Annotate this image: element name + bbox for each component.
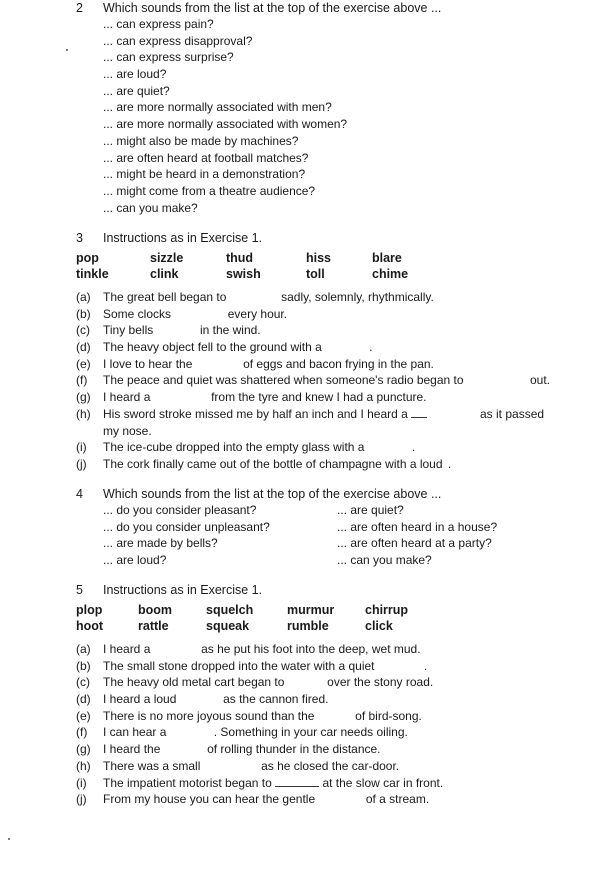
word-option: chirrup [365, 603, 409, 617]
list-item: ... do you consider unpleasant? [103, 519, 270, 534]
list-item: ... are often heard in a house? [337, 519, 498, 534]
word-option: tinkle [76, 267, 109, 281]
exercise-number: 2 [76, 1, 83, 15]
sentence-b: (b) Some clocks every hour. [76, 306, 288, 321]
sentence-c: (c) Tiny bells in the wind. [76, 323, 261, 338]
word-option: hoot [76, 619, 104, 633]
exercise-instruction: Which sounds from the list at the top of the exercise above ... [103, 1, 442, 15]
exercise-instruction: Which sounds from the list at the top of the exercise above ... [103, 487, 442, 501]
list-item: ... are quiet? [337, 503, 404, 517]
sentence-h-continuation: my nose. [103, 423, 152, 438]
word-option: plop [76, 603, 103, 617]
exercise-instruction: Instructions as in Exercise 1. [103, 583, 263, 597]
sentence-c: (c) The heavy old metal cart began to over the stony road. [76, 675, 434, 690]
blank-field[interactable] [411, 407, 427, 418]
sentence-i: (i) The impatient motorist began to at the slow car in front. [76, 775, 444, 790]
sentence-j: (j) The cork finally came out of the bottle of champagne with a loud . [76, 456, 452, 471]
list-item: ... can you make? [337, 553, 432, 568]
word-option: hiss [306, 251, 332, 265]
exercise-3-sentences [76, 289, 576, 473]
word-option: boom [138, 603, 173, 617]
sentence-h: (h) There was a small as he closed the car-door. [76, 758, 400, 773]
list-item: ... can you make? [103, 200, 198, 215]
exercise-number: 5 [76, 583, 83, 597]
sentence-d: (d) The heavy object fell to the ground with a . [76, 340, 373, 355]
list-item: ... do you consider pleasant? [103, 503, 257, 517]
word-option: toll [306, 267, 325, 281]
sentence-j: (j) From my house you can hear the gentle of a stream. [76, 792, 430, 807]
list-item: ... are made by bells? [103, 536, 218, 551]
word-option: murmur [287, 603, 335, 617]
sentence-f: (f) The peace and quiet was shattered when someone's radio began to out. [76, 373, 551, 388]
list-item: ... might be heard in a demonstration? [103, 167, 306, 182]
word-option: pop [76, 251, 99, 265]
word-option: thud [226, 251, 254, 265]
sentence-d: (d) I heard a loud as the cannon fired. [76, 692, 329, 707]
sentence-g: (g) I heard the of rolling thunder in the distance. [76, 742, 381, 757]
word-option: squeak [206, 619, 250, 633]
list-item: ... can express pain? [103, 17, 214, 31]
list-item: ... can express surprise? [103, 50, 234, 65]
exercise-4-question-columns [103, 502, 583, 569]
sentence-f: (f) I can hear a . Something in your car needs oiling. [76, 725, 408, 740]
word-option: rattle [138, 619, 169, 633]
list-item: ... can express disapproval? [103, 33, 253, 48]
exercise-2-question-list [103, 16, 347, 216]
sentence-h: (h) His sword stroke missed me by half an inch and I heard a as it passed [76, 406, 545, 421]
word-option: click [365, 619, 393, 633]
list-item: ... are more normally associated with men? [103, 100, 332, 115]
word-option: clink [150, 267, 179, 281]
scan-speck [66, 49, 68, 51]
exercise-instruction: Instructions as in Exercise 1. [103, 231, 263, 245]
exercise-number: 3 [76, 231, 83, 245]
sentence-a: (a) The great bell began to sadly, solemnly, rhythmically. [76, 290, 434, 304]
sentence-i: (i) The ice-cube dropped into the empty glass with a . [76, 440, 416, 455]
word-option: sizzle [150, 251, 184, 265]
list-item: ... are often heard at football matches? [103, 150, 309, 165]
sentence-b: (b) The small stone dropped into the water with a quiet . [76, 658, 428, 673]
word-option: chime [372, 267, 409, 281]
word-option: blare [372, 251, 402, 265]
exercise-5-sentences [76, 641, 576, 808]
sentence-a: (a) I heard a as he put his foot into the deep, wet mud. [76, 642, 421, 656]
sentence-g: (g) I heard a from the tyre and knew I had a puncture. [76, 390, 427, 405]
list-item: ... are loud? [103, 553, 167, 568]
exercise-number: 4 [76, 487, 83, 501]
scan-speck [8, 838, 10, 840]
list-item: ... might also be made by machines? [103, 133, 299, 148]
word-option: squelch [206, 603, 254, 617]
list-item: ... might come from a theatre audience? [103, 183, 316, 198]
word-option: swish [226, 267, 261, 281]
list-item: ... are loud? [103, 67, 167, 82]
word-option: rumble [287, 619, 329, 633]
sentence-e: (e) There is no more joyous sound than the of bird-song. [76, 708, 422, 723]
blank-field[interactable] [275, 776, 319, 787]
list-item: ... are often heard at a party? [337, 536, 492, 551]
sentence-e: (e) I love to hear the of eggs and bacon frying in the pan. [76, 356, 434, 371]
list-item: ... are more normally associated with women? [103, 117, 348, 132]
list-item: ... are quiet? [103, 83, 170, 98]
